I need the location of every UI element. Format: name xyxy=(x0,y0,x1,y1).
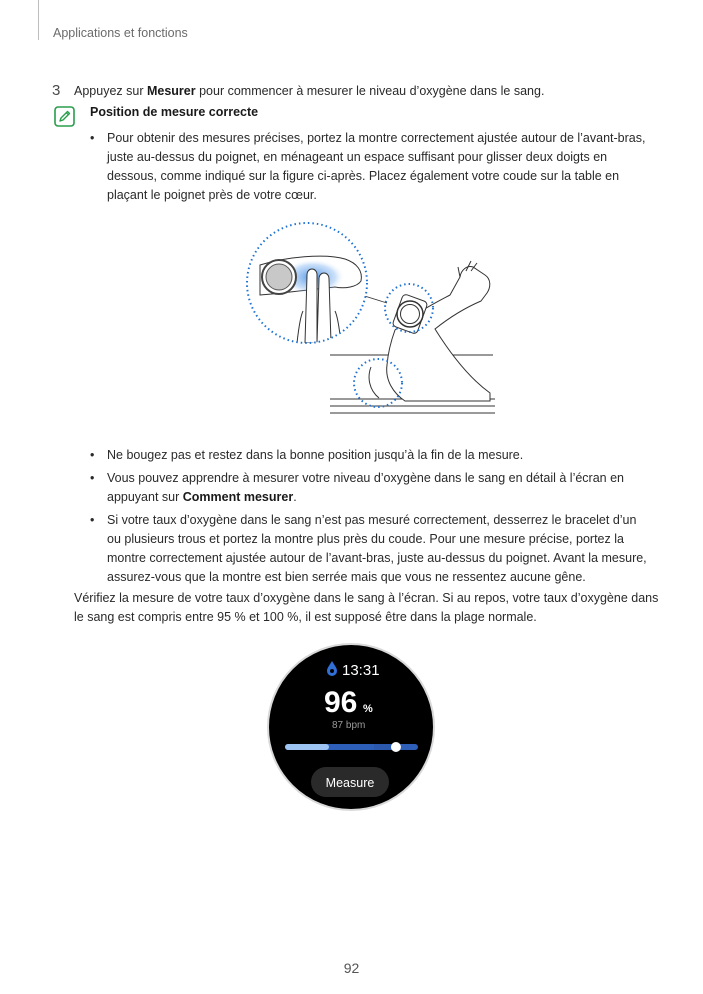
step-number: 3 xyxy=(52,82,61,99)
note-title: Position de mesure correcte xyxy=(90,105,259,119)
header-rule xyxy=(38,0,39,40)
measure-keyword: Mesurer xyxy=(146,84,196,98)
spo2-indicator-knob xyxy=(391,742,401,752)
normal-range-paragraph: Vérifiez la mesure de votre taux d’oxygène dans le sang à l’écran. Si au repos, votre taux d’oxygène dans le sang est compris entre 95 % et 100 %, il est supposé être dans la plage normale. xyxy=(74,591,659,624)
watch-face xyxy=(266,642,436,812)
note-pencil-icon xyxy=(54,106,75,127)
wrist-position-illustration xyxy=(245,215,500,425)
spo2-value: 96 xyxy=(324,686,358,719)
spo2-unit: % xyxy=(363,703,373,715)
watch-screen xyxy=(266,642,436,812)
measure-button[interactable]: Measure xyxy=(325,776,375,790)
step-text: Appuyez sur Mesurer pour commencer à mesurer le niveau d’oxygène dans le sang. xyxy=(74,84,545,98)
bullet-dot: • xyxy=(90,513,95,527)
section-title: Applications et fonctions xyxy=(53,26,188,40)
bullet-dot: • xyxy=(90,131,95,145)
bullet-dot: • xyxy=(90,471,95,485)
heart-rate: 87 bpm xyxy=(332,720,366,731)
bullet-dot: • xyxy=(90,448,95,462)
watch-time: 13:31 xyxy=(342,662,380,679)
how-to-measure-keyword: Comment mesurer xyxy=(182,490,294,504)
page-number: 92 xyxy=(343,960,360,976)
